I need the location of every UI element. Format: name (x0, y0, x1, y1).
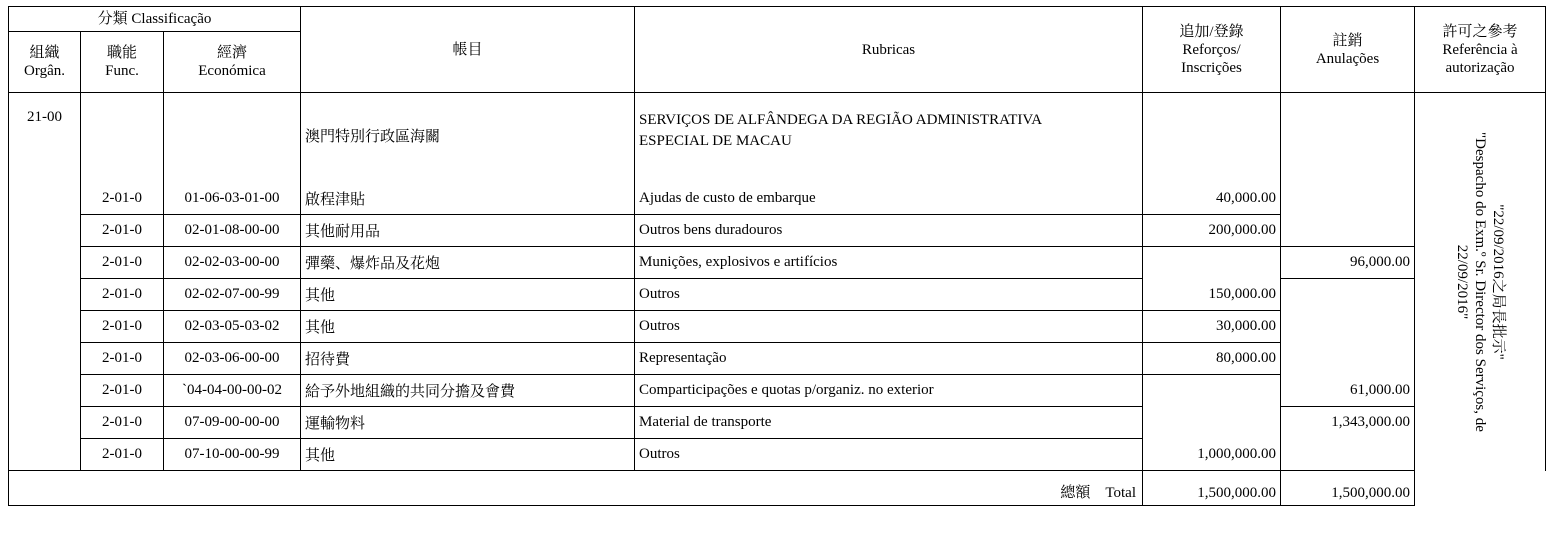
anulacao-header (1281, 7, 1415, 93)
func-code: 2-01-0 (81, 375, 164, 407)
reforco-value: 30,000.00 (1143, 311, 1281, 343)
table-row (9, 247, 1546, 279)
authorization-line2: "Despacho do Exm.º Sr. Director dos Serviços, de (1472, 131, 1488, 432)
rubric-zh: 運輸物料 (301, 407, 635, 439)
authorization-line1: "22/09/2016之局長批示" (1490, 203, 1506, 360)
authorization-cell (1415, 93, 1546, 471)
rubric-zh-header: 帳目 (301, 7, 635, 93)
authorization-text (1453, 102, 1507, 462)
econ-code: 02-01-08-00-00 (164, 215, 301, 247)
econ-code: 02-02-03-00-00 (164, 247, 301, 279)
total-label: 總額 Total (9, 471, 1143, 506)
rubric-zh: 給予外地組織的共同分擔及會費 (301, 375, 635, 407)
anulacao-value (1281, 279, 1415, 311)
table-row (9, 183, 1546, 215)
organ-name-zh: 澳門特別行政區海關 (301, 93, 635, 184)
authorization-line3: 22/09/2016" (1454, 244, 1470, 319)
func-code: 2-01-0 (81, 343, 164, 375)
reforco-value: 80,000.00 (1143, 343, 1281, 375)
reforco-value (1143, 247, 1281, 279)
anulacao-value (1281, 311, 1415, 343)
referencia-header-zh: 許可之參考 (1442, 23, 1518, 40)
reforco-header (1143, 7, 1281, 93)
func-header (81, 32, 164, 93)
anulacao-value: 1,343,000.00 (1281, 407, 1415, 439)
referencia-header (1415, 7, 1546, 93)
budget-table (8, 6, 1546, 506)
func-code: 2-01-0 (81, 439, 164, 471)
table-row (9, 375, 1546, 407)
reforco-value: 40,000.00 (1143, 183, 1281, 215)
organ-header-zh: 組織 (29, 45, 60, 61)
reforco-value: 150,000.00 (1143, 279, 1281, 311)
table-row (9, 343, 1546, 375)
anulacao-value: 96,000.00 (1281, 247, 1415, 279)
rubric-pt: Ajudas de custo de embarque (635, 183, 1143, 215)
organ-header-pt: Orgân. (24, 63, 65, 79)
total-row (9, 471, 1546, 506)
reforco-value (1143, 375, 1281, 407)
total-anulacao: 1,500,000.00 (1281, 471, 1415, 506)
reforco-value: 200,000.00 (1143, 215, 1281, 247)
rubric-pt: Material de transporte (635, 407, 1143, 439)
rubric-zh: 啟程津貼 (301, 183, 635, 215)
econ-code: 02-02-07-00-99 (164, 279, 301, 311)
anulacao-value (1281, 439, 1415, 471)
func-code: 2-01-0 (81, 279, 164, 311)
table-row (9, 279, 1546, 311)
organ-func-cell (81, 93, 164, 184)
organ-row (9, 93, 1546, 184)
total-reforco: 1,500,000.00 (1143, 471, 1281, 506)
organ-anulacao-cell (1281, 93, 1415, 184)
rubric-pt: Representação (635, 343, 1143, 375)
table-row (9, 439, 1546, 471)
reforco-value (1143, 407, 1281, 439)
anulacao-value: 61,000.00 (1281, 375, 1415, 407)
organ-code: 21-00 (9, 93, 81, 184)
budget-document (8, 6, 1545, 530)
rubric-pt: Outros (635, 439, 1143, 471)
reforco-header-pt2: Inscrições (1181, 59, 1242, 76)
rubric-pt: Comparticipações e quotas p/organiz. no exterior (635, 375, 1143, 407)
func-code: 2-01-0 (81, 311, 164, 343)
rubric-zh: 其他 (301, 279, 635, 311)
table-row (9, 215, 1546, 247)
classification-header: 分類 Classificação (9, 7, 301, 32)
func-header-zh: 職能 (106, 45, 137, 61)
rubric-zh: 其他 (301, 311, 635, 343)
organ-econ-cell (164, 93, 301, 184)
organ-reforco-cell (1143, 93, 1281, 184)
econ-header-pt: Económica (198, 63, 266, 79)
organ-name-pt-line2: ESPECIAL DE MACAU (639, 133, 792, 149)
anulacao-header-pt: Anulações (1315, 50, 1380, 67)
rubric-pt: Munições, explosivos e artifícios (635, 247, 1143, 279)
anulacao-value (1281, 183, 1415, 215)
rubric-zh: 其他 (301, 439, 635, 471)
table-row (9, 311, 1546, 343)
header-row-1 (9, 7, 1546, 32)
econ-code: 01-06-03-01-00 (164, 183, 301, 215)
econ-code: 07-10-00-00-99 (164, 439, 301, 471)
rubric-zh: 彈藥、爆炸品及花炮 (301, 247, 635, 279)
econ-code: `04-04-00-00-02 (164, 375, 301, 407)
organ-name-pt (635, 93, 1143, 184)
rubric-pt: Outros (635, 279, 1143, 311)
anulacao-header-zh: 註銷 (1332, 32, 1363, 49)
func-code: 2-01-0 (81, 407, 164, 439)
table-row (9, 407, 1546, 439)
referencia-header-pt1: Referência à (1442, 41, 1518, 58)
func-header-pt: Func. (105, 63, 139, 79)
rubric-pt: Outros bens duradouros (635, 215, 1143, 247)
organ-name-pt-line1: SERVIÇOS DE ALFÂNDEGA DA REGIÃO ADMINISTRATIVA (639, 112, 1043, 128)
econ-header (164, 32, 301, 93)
rubric-pt-header: Rubricas (635, 7, 1143, 93)
econ-code: 07-09-00-00-00 (164, 407, 301, 439)
rubric-zh: 其他耐用品 (301, 215, 635, 247)
econ-code: 02-03-06-00-00 (164, 343, 301, 375)
rubric-zh: 招待費 (301, 343, 635, 375)
anulacao-value (1281, 215, 1415, 247)
organ-header (9, 32, 81, 93)
econ-code: 02-03-05-03-02 (164, 311, 301, 343)
anulacao-value (1281, 343, 1415, 375)
econ-header-zh: 經濟 (216, 45, 247, 61)
func-code: 2-01-0 (81, 215, 164, 247)
reforco-header-pt1: Reforços/ (1182, 41, 1241, 58)
rubric-pt: Outros (635, 311, 1143, 343)
referencia-header-pt2: autorização (1445, 59, 1515, 76)
func-code: 2-01-0 (81, 247, 164, 279)
reforco-header-zh: 追加/登錄 (1179, 23, 1244, 40)
reforco-value: 1,000,000.00 (1143, 439, 1281, 471)
func-code: 2-01-0 (81, 183, 164, 215)
